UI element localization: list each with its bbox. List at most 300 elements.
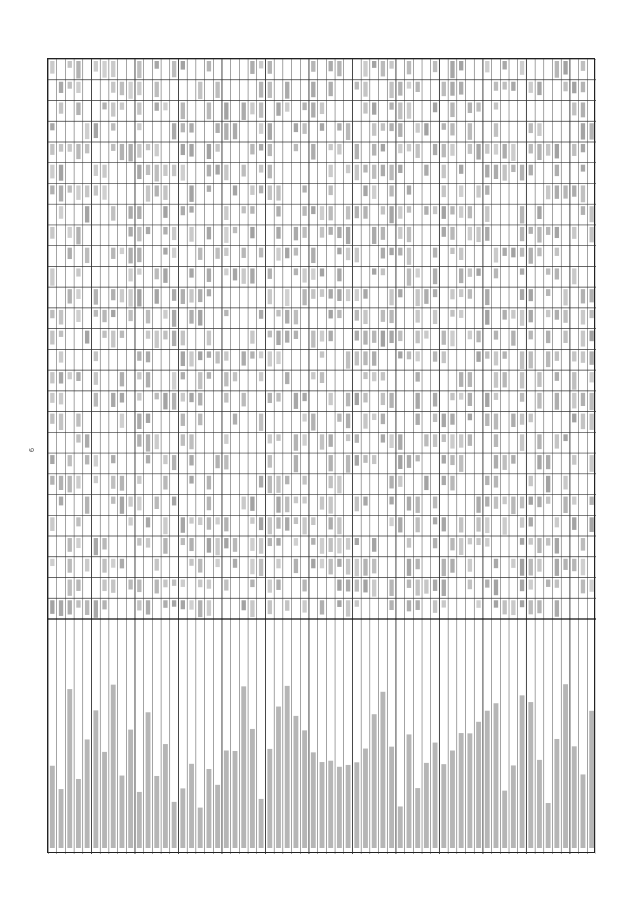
- cell-text-mark: [416, 268, 420, 277]
- cell-text-mark: [146, 434, 150, 451]
- cell-text-mark: [355, 289, 359, 301]
- cell-text-mark: [207, 476, 211, 490]
- cell-text-mark: [163, 538, 167, 554]
- cell-text-mark: [416, 455, 420, 461]
- cell-text-mark: [389, 206, 393, 223]
- row-label-mark: [459, 733, 464, 848]
- cell-text-mark: [407, 82, 411, 89]
- cell-text-mark: [407, 600, 411, 611]
- cell-text-mark: [581, 61, 585, 71]
- cell-text-mark: [459, 268, 463, 283]
- cell-text-mark: [572, 455, 576, 465]
- cell-text-mark: [111, 144, 115, 151]
- cell-text-mark: [94, 310, 98, 317]
- cell-text-mark: [476, 600, 480, 608]
- cell-text-mark: [259, 144, 263, 151]
- cell-text-mark: [59, 476, 63, 490]
- cell-text-mark: [416, 144, 420, 158]
- cell-text-mark: [146, 227, 150, 234]
- cell-text-mark: [172, 372, 176, 389]
- cell-text-mark: [337, 289, 341, 301]
- cell-text-mark: [442, 434, 446, 442]
- cell-text-mark: [259, 102, 263, 117]
- cell-text-mark: [181, 414, 185, 426]
- cell-text-mark: [494, 497, 498, 509]
- cell-text-mark: [485, 227, 489, 241]
- cell-text-mark: [398, 248, 402, 256]
- cell-text-mark: [102, 165, 106, 178]
- cell-text-mark: [268, 185, 272, 200]
- cell-text-mark: [250, 144, 254, 154]
- cell-text-mark: [407, 248, 411, 265]
- cell-text-mark: [320, 268, 324, 276]
- row-label-mark: [120, 776, 125, 848]
- cell-text-mark: [329, 289, 333, 298]
- cell-text-mark: [268, 123, 272, 140]
- cell-text-mark: [233, 123, 237, 139]
- cell-text-mark: [233, 185, 237, 195]
- cell-text-mark: [59, 185, 63, 201]
- row-label-mark: [50, 766, 55, 848]
- cell-text-mark: [555, 538, 559, 554]
- cell-text-mark: [442, 600, 446, 607]
- row-label-mark: [554, 739, 559, 848]
- cell-text-mark: [276, 310, 280, 317]
- cell-text-mark: [102, 310, 106, 322]
- cell-text-mark: [589, 351, 593, 364]
- cell-text-mark: [476, 102, 480, 111]
- cell-text-mark: [372, 61, 376, 68]
- cell-text-mark: [407, 268, 411, 285]
- cell-text-mark: [563, 310, 567, 323]
- cell-text-mark: [285, 289, 289, 306]
- cell-text-mark: [94, 61, 98, 72]
- cell-text-mark: [250, 185, 254, 194]
- row-label-mark: [189, 764, 194, 848]
- cell-text-mark: [224, 206, 228, 220]
- cell-text-mark: [459, 455, 463, 472]
- cell-text-mark: [320, 227, 324, 238]
- cell-text-mark: [120, 144, 124, 160]
- cell-text-mark: [242, 102, 246, 119]
- cell-text-mark: [511, 310, 515, 319]
- cell-text-mark: [337, 310, 341, 318]
- cell-text-mark: [416, 331, 420, 344]
- cell-text-mark: [76, 517, 80, 526]
- cell-text-mark: [120, 372, 124, 386]
- cell-text-mark: [224, 372, 228, 386]
- cell-text-mark: [502, 372, 506, 387]
- cell-text-mark: [50, 455, 54, 464]
- cell-text-mark: [111, 123, 115, 130]
- cell-text-mark: [259, 476, 263, 488]
- cell-text-mark: [155, 165, 159, 182]
- cell-text-mark: [259, 351, 263, 358]
- cell-text-mark: [424, 331, 428, 339]
- cell-text-mark: [389, 476, 393, 489]
- cell-text-mark: [485, 310, 489, 325]
- cell-text-mark: [407, 61, 411, 74]
- row-label-mark: [154, 776, 159, 848]
- cell-text-mark: [555, 165, 559, 176]
- cell-text-mark: [468, 331, 472, 340]
- cell-text-mark: [224, 123, 228, 140]
- cell-text-mark: [329, 61, 333, 71]
- cell-text-mark: [137, 538, 141, 546]
- cell-text-mark: [276, 476, 280, 493]
- row-label-mark: [163, 744, 168, 848]
- cell-text-mark: [555, 185, 559, 198]
- cell-text-mark: [111, 289, 115, 300]
- cell-text-mark: [137, 123, 141, 130]
- cell-text-mark: [146, 165, 150, 175]
- cell-text-mark: [337, 123, 341, 130]
- cell-text-mark: [346, 455, 350, 473]
- cell-text-mark: [363, 82, 367, 97]
- row-label-mark: [502, 791, 507, 848]
- cell-text-mark: [337, 600, 341, 607]
- cell-text-mark: [59, 393, 63, 405]
- cell-text-mark: [137, 289, 141, 306]
- cell-text-mark: [207, 351, 211, 357]
- cell-text-mark: [494, 559, 498, 568]
- cell-text-mark: [94, 289, 98, 305]
- cell-text-mark: [59, 497, 63, 506]
- cell-text-mark: [285, 497, 289, 513]
- row-label-mark: [302, 730, 307, 848]
- cell-text-mark: [215, 165, 219, 175]
- cell-text-mark: [268, 165, 272, 179]
- row-label-mark: [372, 714, 377, 848]
- cell-text-mark: [546, 227, 550, 235]
- cell-text-mark: [250, 580, 254, 588]
- cell-text-mark: [381, 372, 385, 380]
- cell-text-mark: [189, 600, 193, 609]
- row-label-mark: [85, 739, 90, 848]
- cell-text-mark: [189, 455, 193, 465]
- cell-text-mark: [433, 310, 437, 324]
- cell-text-mark: [494, 476, 498, 488]
- cell-text-mark: [502, 61, 506, 69]
- cell-text-mark: [215, 517, 219, 524]
- cell-text-mark: [76, 102, 80, 115]
- cell-text-mark: [398, 123, 402, 137]
- cell-text-mark: [76, 538, 80, 548]
- row-label-mark: [450, 751, 455, 848]
- cell-text-mark: [337, 61, 341, 76]
- cell-text-mark: [224, 538, 228, 548]
- cell-text-mark: [198, 580, 202, 588]
- cell-text-mark: [468, 538, 472, 544]
- cell-text-mark: [242, 393, 246, 407]
- cell-text-mark: [189, 538, 193, 551]
- cell-text-mark: [50, 61, 54, 74]
- cell-text-mark: [207, 580, 211, 589]
- row-label-mark: [146, 712, 151, 848]
- cell-text-mark: [563, 185, 567, 198]
- cell-text-mark: [337, 580, 341, 591]
- cell-text-mark: [76, 227, 80, 245]
- cell-text-mark: [589, 414, 593, 430]
- cell-text-mark: [250, 559, 254, 574]
- cell-text-mark: [407, 559, 411, 576]
- cell-text-mark: [94, 455, 98, 466]
- cell-text-mark: [381, 434, 385, 442]
- cell-text-mark: [172, 455, 176, 470]
- cell-text-mark: [520, 393, 524, 402]
- cell-text-mark: [476, 185, 480, 197]
- cell-text-mark: [494, 165, 498, 179]
- cell-text-mark: [389, 310, 393, 323]
- row-label-mark: [76, 779, 81, 848]
- cell-text-mark: [398, 165, 402, 173]
- cell-text-mark: [459, 61, 463, 70]
- cell-text-mark: [572, 414, 576, 423]
- cell-text-mark: [572, 372, 576, 390]
- cell-text-mark: [242, 206, 246, 213]
- cell-text-mark: [146, 414, 150, 423]
- row-label-mark: [224, 751, 229, 848]
- cell-text-mark: [433, 248, 437, 258]
- cell-text-mark: [311, 82, 315, 97]
- cell-text-mark: [311, 538, 315, 545]
- cell-text-mark: [572, 185, 576, 196]
- cell-text-mark: [485, 476, 489, 485]
- cell-text-mark: [163, 206, 167, 218]
- cell-text-mark: [363, 455, 367, 463]
- cell-text-mark: [389, 165, 393, 180]
- cell-text-mark: [76, 61, 80, 79]
- cell-text-mark: [450, 144, 454, 156]
- cell-text-mark: [94, 372, 98, 385]
- cell-text-mark: [581, 185, 585, 202]
- cell-text-mark: [311, 517, 315, 525]
- cell-text-mark: [329, 393, 333, 405]
- cell-text-mark: [581, 351, 585, 362]
- cell-text-mark: [320, 497, 324, 510]
- row-label-mark: [520, 695, 525, 848]
- cell-text-mark: [546, 310, 550, 317]
- cell-text-mark: [494, 580, 498, 596]
- cell-text-mark: [155, 559, 159, 571]
- cell-text-mark: [102, 538, 106, 549]
- cell-text-mark: [85, 497, 89, 514]
- cell-text-mark: [181, 393, 185, 402]
- cell-text-mark: [102, 185, 106, 199]
- cell-text-mark: [537, 123, 541, 136]
- cell-text-mark: [589, 497, 593, 505]
- cell-text-mark: [355, 497, 359, 512]
- cell-text-mark: [459, 310, 463, 318]
- cell-text-mark: [128, 227, 132, 237]
- cell-text-mark: [581, 102, 585, 117]
- cell-text-mark: [198, 248, 202, 260]
- cell-text-mark: [372, 351, 376, 365]
- cell-text-mark: [363, 414, 367, 429]
- row-label-mark: [337, 767, 342, 848]
- cell-text-mark: [589, 123, 593, 139]
- cell-text-mark: [581, 289, 585, 303]
- cell-text-mark: [294, 331, 298, 339]
- cell-text-mark: [128, 497, 132, 507]
- cell-text-mark: [163, 310, 167, 319]
- cell-text-mark: [320, 538, 324, 554]
- cell-text-mark: [389, 434, 393, 448]
- cell-text-mark: [346, 165, 350, 173]
- row-label-mark: [67, 689, 72, 848]
- cell-text-mark: [215, 144, 219, 152]
- cell-text-mark: [546, 351, 550, 367]
- cell-text-mark: [50, 476, 54, 485]
- cell-text-mark: [137, 351, 141, 360]
- cell-text-mark: [381, 61, 385, 76]
- cell-text-mark: [494, 455, 498, 468]
- cell-text-mark: [59, 206, 63, 219]
- cell-text-mark: [285, 248, 289, 259]
- cell-text-mark: [476, 227, 480, 242]
- cell-text-mark: [181, 206, 185, 215]
- cell-text-mark: [346, 393, 350, 406]
- cell-text-mark: [233, 559, 237, 568]
- cell-text-mark: [572, 393, 576, 409]
- cell-text-mark: [111, 476, 115, 489]
- cell-text-mark: [276, 248, 280, 261]
- cell-text-mark: [346, 351, 350, 368]
- cell-text-mark: [311, 206, 315, 214]
- cell-text-mark: [207, 268, 211, 282]
- row-label-mark: [320, 762, 325, 848]
- cell-text-mark: [372, 102, 376, 114]
- cell-text-mark: [355, 310, 359, 321]
- cell-text-mark: [224, 268, 228, 275]
- cell-text-mark: [215, 123, 219, 133]
- cell-text-mark: [433, 517, 437, 524]
- cell-text-mark: [555, 351, 559, 360]
- cell-text-mark: [520, 538, 524, 545]
- cell-text-mark: [50, 393, 54, 403]
- cell-text-mark: [137, 102, 141, 114]
- cell-text-mark: [389, 289, 393, 305]
- cell-text-mark: [294, 559, 298, 573]
- cell-text-mark: [450, 434, 454, 448]
- cell-text-mark: [76, 185, 80, 199]
- cell-text-mark: [163, 331, 167, 340]
- cell-text-mark: [485, 61, 489, 72]
- cell-text-mark: [294, 538, 298, 546]
- cell-text-mark: [242, 497, 246, 510]
- cell-text-mark: [372, 455, 376, 464]
- rotated-data-table: [47, 58, 595, 853]
- cell-text-mark: [146, 310, 150, 324]
- cell-text-mark: [276, 185, 280, 200]
- cell-text-mark: [181, 600, 185, 609]
- row-label-mark: [433, 743, 438, 848]
- cell-text-mark: [372, 123, 376, 136]
- cell-text-mark: [181, 331, 185, 346]
- cell-text-mark: [529, 331, 533, 340]
- cell-text-mark: [250, 206, 254, 214]
- cell-text-mark: [50, 414, 54, 424]
- cell-text-mark: [433, 144, 437, 155]
- cell-text-mark: [520, 497, 524, 509]
- cell-text-mark: [416, 600, 420, 610]
- cell-text-mark: [76, 434, 80, 442]
- cell-text-mark: [50, 144, 54, 155]
- cell-text-mark: [76, 289, 80, 299]
- cell-text-mark: [407, 538, 411, 548]
- cell-text-mark: [302, 497, 306, 504]
- cell-text-mark: [459, 372, 463, 387]
- cell-text-mark: [442, 414, 446, 428]
- cell-text-mark: [276, 393, 280, 402]
- cell-text-mark: [302, 102, 306, 110]
- cell-text-mark: [511, 331, 515, 346]
- cell-text-mark: [520, 372, 524, 388]
- cell-text-mark: [398, 517, 402, 532]
- cell-text-mark: [268, 144, 272, 156]
- cell-text-mark: [268, 538, 272, 546]
- cell-text-mark: [85, 248, 89, 263]
- cell-text-mark: [450, 227, 454, 240]
- cell-text-mark: [581, 393, 585, 406]
- cell-text-mark: [320, 331, 324, 342]
- cell-text-mark: [268, 455, 272, 468]
- row-label-mark: [215, 785, 220, 848]
- cell-text-mark: [181, 517, 185, 533]
- cell-text-mark: [302, 206, 306, 216]
- cell-text-mark: [416, 372, 420, 382]
- cell-text-mark: [529, 227, 533, 234]
- cell-text-mark: [581, 538, 585, 551]
- row-label-mark: [241, 686, 246, 848]
- cell-text-mark: [589, 455, 593, 472]
- cell-text-mark: [346, 414, 350, 429]
- cell-text-mark: [294, 227, 298, 240]
- cell-text-mark: [442, 185, 446, 197]
- cell-text-mark: [468, 206, 472, 218]
- cell-text-mark: [311, 559, 315, 568]
- cell-text-mark: [76, 372, 80, 381]
- cell-text-mark: [546, 268, 550, 274]
- cell-text-mark: [68, 61, 72, 68]
- cell-text-mark: [529, 414, 533, 423]
- cell-text-mark: [494, 331, 498, 340]
- cell-text-mark: [450, 206, 454, 214]
- cell-text-mark: [329, 206, 333, 220]
- cell-text-mark: [529, 559, 533, 576]
- cell-text-mark: [250, 517, 254, 524]
- cell-text-mark: [207, 102, 211, 119]
- cell-text-mark: [529, 538, 533, 545]
- cell-text-mark: [355, 165, 359, 181]
- cell-text-mark: [363, 185, 367, 196]
- cell-text-mark: [520, 517, 524, 527]
- cell-text-mark: [363, 393, 367, 403]
- cell-text-mark: [520, 414, 524, 425]
- cell-text-mark: [355, 206, 359, 218]
- cell-text-mark: [198, 351, 202, 360]
- row-label-mark: [172, 802, 177, 848]
- cell-text-mark: [111, 206, 115, 220]
- cell-text-mark: [172, 248, 176, 258]
- cell-text-mark: [224, 455, 228, 469]
- cell-text-mark: [285, 331, 289, 343]
- cell-text-mark: [276, 517, 280, 528]
- cell-text-mark: [485, 517, 489, 533]
- row-label-mark: [441, 764, 446, 848]
- cell-text-mark: [372, 559, 376, 574]
- cell-text-mark: [207, 289, 211, 296]
